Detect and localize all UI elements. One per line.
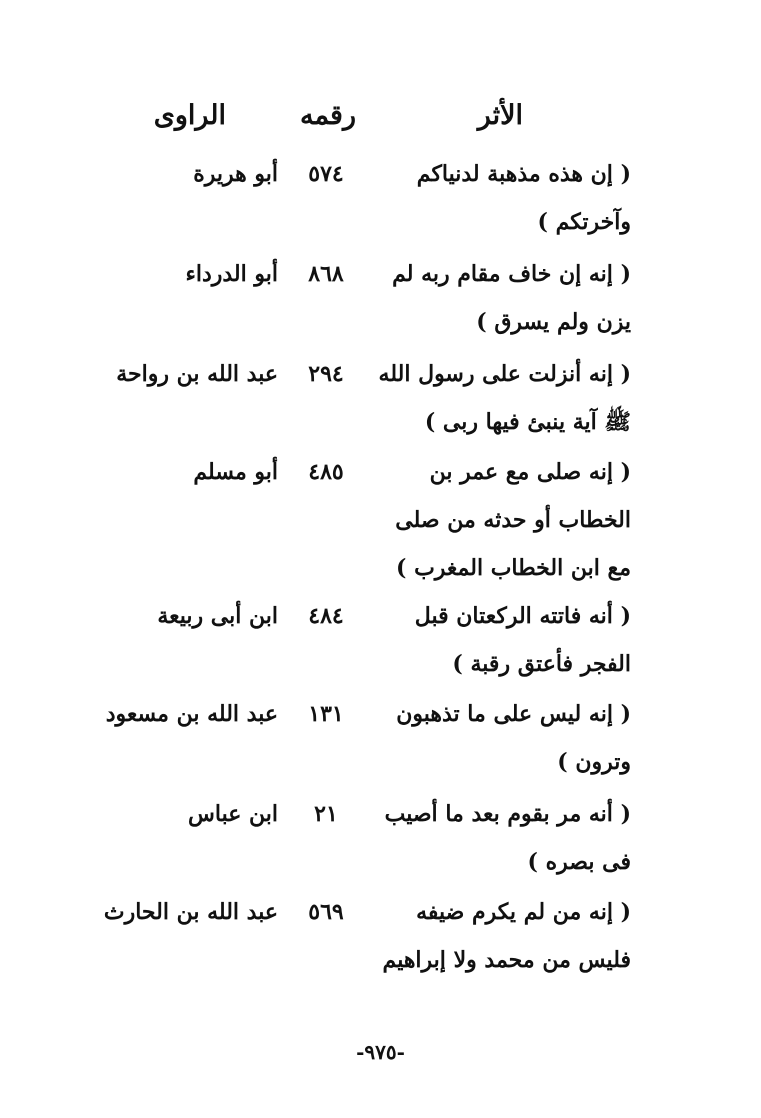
narrator-name: عبد الله بن مسعود <box>105 701 278 727</box>
athar-number: ٥٧٤ <box>308 161 344 187</box>
athar-number: ١٣١ <box>308 701 344 727</box>
athar-number: ٢١ <box>314 801 338 827</box>
narrator-name: عبد الله بن رواحة <box>116 361 278 387</box>
narrator-name: ابن عباس <box>188 801 278 827</box>
athar-line: الخطاب أو حدثه من صلى <box>395 507 631 533</box>
athar-number: ٨٦٨ <box>308 261 344 287</box>
athar-line: ( إنه أنزلت على رسول الله <box>379 361 631 387</box>
athar-text <box>379 150 631 246</box>
athar-line: ( إنه من لم يكرم ضيفه <box>416 899 631 925</box>
narrator-name: أبو هريرة <box>193 161 278 187</box>
athar-text <box>379 350 631 446</box>
athar-line: ( أنه فاتته الركعتان قبل <box>414 603 631 629</box>
athar-line: ( إنه صلى مع عمر بن <box>429 459 631 485</box>
header-athar: الأثر <box>477 100 523 131</box>
header-narrator: الراوى <box>153 100 226 131</box>
athar-number: ٤٨٤ <box>308 603 344 629</box>
athar-line: فى بصره ) <box>527 849 631 875</box>
athar-number: ٥٦٩ <box>308 899 344 925</box>
athar-number: ٢٩٤ <box>308 361 344 387</box>
narrator-name: أبو الدرداء <box>185 261 278 287</box>
page-number: -٩٧٥- <box>356 1040 405 1064</box>
narrator-name: عبد الله بن الحارث <box>103 899 278 925</box>
athar-line: وترون ) <box>557 749 631 775</box>
header-number: رقمه <box>299 100 356 131</box>
athar-text <box>379 448 631 592</box>
table-header <box>0 100 761 140</box>
athar-line: ( إنه ليس على ما تذهبون <box>396 701 631 727</box>
athar-line: وآخرتكم ) <box>537 209 631 235</box>
athar-line: ( إنه إن خاف مقام ربه لم <box>392 261 631 287</box>
athar-line: يزن ولم يسرق ) <box>476 309 631 335</box>
athar-number: ٤٨٥ <box>308 459 344 485</box>
athar-line: ( أنه مر بقوم بعد ما أصيب <box>384 801 631 827</box>
athar-text <box>379 250 631 346</box>
narrator-name: أبو مسلم <box>193 459 278 485</box>
athar-line: مع ابن الخطاب المغرب ) <box>396 555 631 581</box>
athar-line: ( إن هذه مذهبة لدنياكم <box>416 161 631 187</box>
athar-text <box>379 592 631 688</box>
narrator-name: ابن أبى ربيعة <box>157 603 278 629</box>
athar-text <box>379 888 631 984</box>
athar-text <box>379 690 631 786</box>
athar-text <box>379 790 631 886</box>
athar-line: فليس من محمد ولا إبراهيم <box>382 947 631 973</box>
athar-line: الفجر فأعتق رقبة ) <box>452 651 631 677</box>
athar-line: ﷺ آية ينبئ فيها ربى ) <box>424 409 631 435</box>
